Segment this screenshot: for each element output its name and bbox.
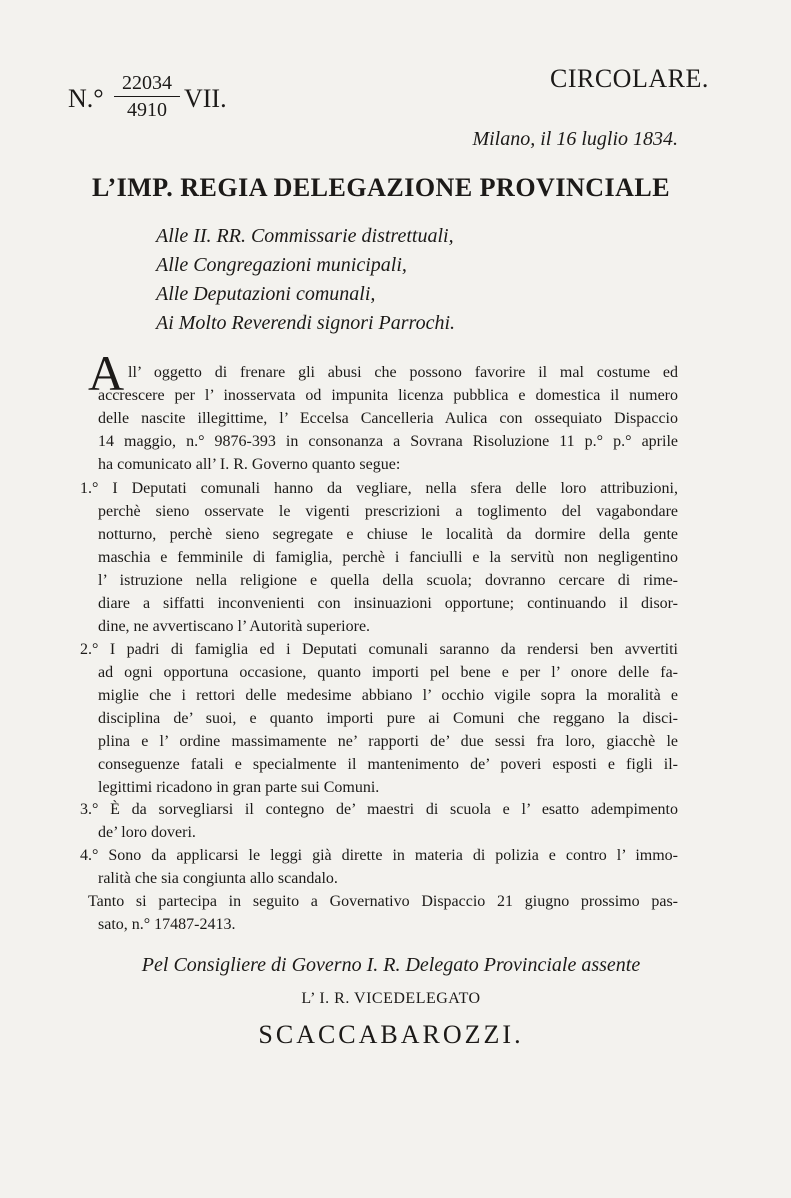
- body-line: legittimi ricadono in gran parte sui Comuni.: [98, 779, 380, 796]
- body-line: accrescere per l’ inosservata od impunita licenza pubblica e domestica il numero: [98, 387, 678, 404]
- body-line: sato, n.° 17487-2413.: [98, 916, 236, 933]
- body-line: plina e l’ ordine massimamente ne’ rapporti de’ due sessi fra loro, giacchè le: [98, 733, 678, 750]
- number-bottom: 4910: [127, 99, 167, 121]
- body-line: 1.° I Deputati comunali hanno da vegliare, nella sfera delle loro attribuzioni,: [80, 480, 678, 497]
- body-line: miglie che i rettori delle medesime abbiano l’ occhio vigile sopra la moralità e: [98, 687, 678, 704]
- number-top: 22034: [122, 72, 172, 94]
- body-line: ha comunicato all’ I. R. Governo quanto segue:: [98, 456, 401, 473]
- number-roman: VII.: [184, 84, 227, 113]
- fraction-bar: [114, 96, 180, 97]
- body-line: notturno, perchè sieno segregate e chiuse le località da dormire della gente: [98, 526, 678, 543]
- addressee-line: Ai Molto Reverendi signori Parrochi.: [156, 312, 456, 334]
- addressee-line: Alle II. RR. Commissarie distrettuali,: [156, 225, 454, 247]
- body-line: dine, ne avvertiscano l’ Autorità superiore.: [98, 618, 371, 635]
- addressee-line: Alle Congregazioni municipali,: [156, 254, 407, 276]
- body-line: ad ogni opportuna occasione, quanto importi pel bene e per l’ onore delle fa-: [98, 664, 678, 681]
- body-line: de’ loro doveri.: [98, 824, 196, 841]
- signatory-name: SCACCABAROZZI.: [258, 1020, 524, 1049]
- body-line: diare a siffatti inconvenienti con insinuazioni opportune; continuando il disor-: [98, 595, 678, 612]
- body-line: disciplina de’ suoi, e quanto importi pure ai Comuni che reggano la disci-: [98, 710, 678, 727]
- body-line: l’ istruzione nella religione e quella della scuola; dovranno cercare di rime-: [98, 572, 678, 589]
- number-fraction: [114, 72, 180, 121]
- circular-label: CIRCOLARE.: [550, 64, 709, 93]
- body-line: 2.° I padri di famiglia ed i Deputati comunali saranno da rendersi ben avvertiti: [80, 641, 678, 658]
- body-line: ll’ oggetto di frenare gli abusi che possono favorire il mal costume ed: [128, 364, 678, 381]
- document-title: L’IMP. REGIA DELEGAZIONE PROVINCIALE: [92, 173, 671, 202]
- addressee-line: Alle Deputazioni comunali,: [156, 283, 376, 305]
- date-line: Milano, il 16 luglio 1834.: [472, 128, 678, 150]
- drop-cap: A: [88, 345, 125, 401]
- number-label: N.°: [68, 84, 104, 113]
- body-line: 14 maggio, n.° 9876-393 in consonanza a Sovrana Risoluzione 11 p.° p.° aprile: [98, 433, 678, 450]
- body-line: perchè sieno osservate le vigenti prescrizioni a toglimento del vagabondare: [98, 503, 678, 520]
- body-line: 4.° Sono da applicarsi le leggi già dirette in materia di polizia e contro l’ immo-: [80, 847, 678, 864]
- signature-title: L’ I. R. VICEDELEGATO: [301, 990, 481, 1007]
- body-line: Tanto si partecipa in seguito a Governativo Dispaccio 21 giugno prossimo pas-: [88, 893, 678, 910]
- signature-preamble: Pel Consigliere di Governo I. R. Delegato Provinciale assente: [141, 954, 641, 976]
- body-line: 3.° È da sorvegliarsi il contegno de’ maestri di scuola e l’ esatto adempimento: [80, 801, 678, 818]
- body-line: maschia e femminile di famiglia, perchè i fanciulli e la servitù non negligentino: [98, 549, 678, 566]
- body-line: conseguenze fatali e specialmente il mantenimento de’ poveri esposti e figli il-: [98, 756, 678, 773]
- body-line: delle nascite illegittime, l’ Eccelsa Cancelleria Aulica con ossequiato Dispaccio: [98, 410, 678, 427]
- body-line: ralità che sia congiunta allo scandalo.: [98, 870, 338, 887]
